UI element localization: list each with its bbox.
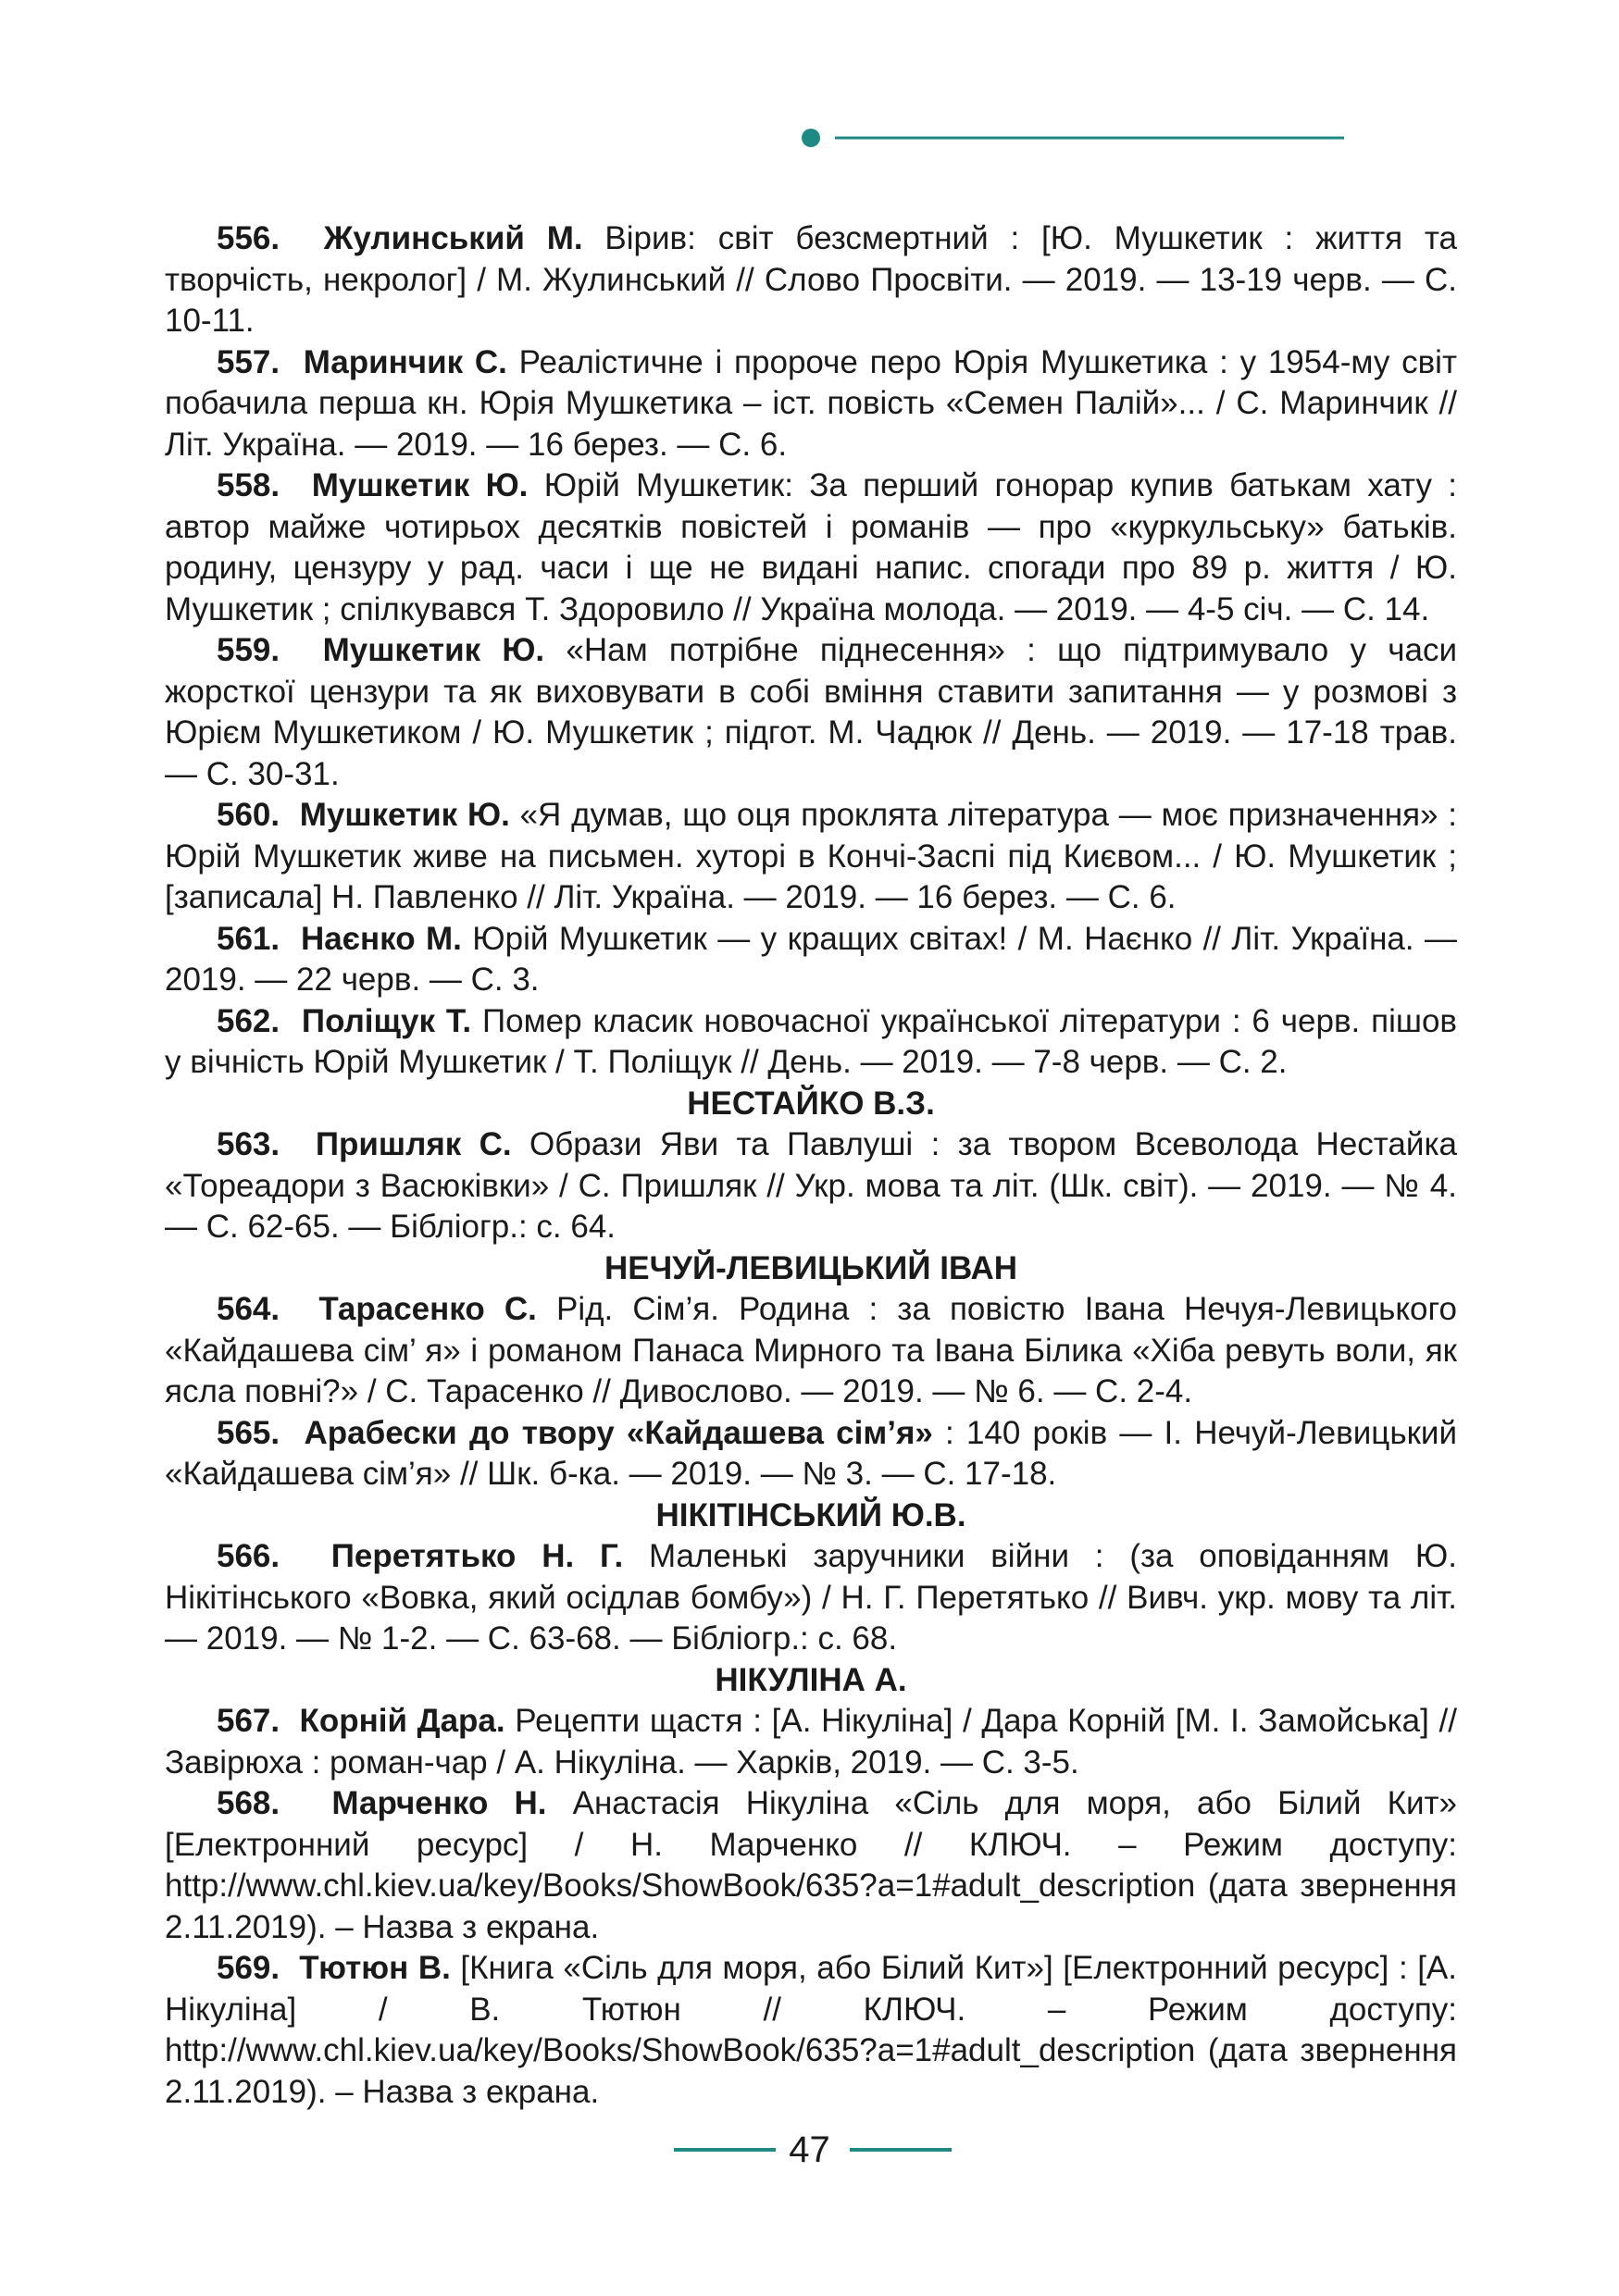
page-number: 47 — [789, 2129, 830, 2170]
entry-author: Жулинський М. — [323, 220, 583, 256]
entry-text: Реалістичне і пророче перо Юрія Мушкетика : у 1954-му світ побачила перша кн. Юрія Мушкетика – іст. повість «Семен Палій»... / С. Маринчик // Літ. Україна. — 2019. — 16 берез. — С. 6. — [165, 343, 1457, 463]
entry-number: 564. — [217, 1291, 280, 1327]
entry-author: Арабески до твору «Кайдашева сім’я» — [304, 1414, 933, 1451]
entry-number: 558. — [217, 467, 280, 503]
entry-number: 561. — [217, 920, 280, 957]
entry-text: Анастасія Нікуліна «Сіль для моря, або Білий Кит» [Електронний ресурс] / Н. Марченко // КЛЮЧ. – Режим доступу: http://www.chl.kiev.ua/key/Books/ShowBook/635?a=1#adult_description (дата звернення 2.11.2019). – Назва з екрана. — [165, 1785, 1458, 1945]
section-heading: НІКІТІНСЬКИЙ Ю.В. — [655, 1496, 966, 1533]
entry-author: Мушкетик Ю. — [299, 797, 510, 833]
entry-author: Перетятько Н. Г. — [330, 1538, 624, 1574]
entry-author: Тютюн В. — [299, 1950, 451, 1986]
bibliography-entry — [165, 1124, 1457, 1248]
bibliography-entry — [165, 1701, 1457, 1783]
section-heading: НІКУЛІНА А. — [715, 1661, 907, 1698]
entry-author: Мушкетик Ю. — [322, 632, 545, 668]
entry-text: : 140 років — І. Нечуй-Левицький «Кайдашева сім’я» // Шк. б-ка. — 2019. — № 3. — С. 17-18. — [165, 1414, 1457, 1492]
entry-text: «Нам потрібне піднесення» : що підтримувало у часи жорсткої цензури та як виховувати в собі вміння ставити запитання — у розмові з Юрієм Мушкетиком / Ю. Мушкетик ; підгот. М. Чадюк // День. — 2019. — 17-18 трав. — С. 30-31. — [165, 632, 1457, 792]
bibliography-entry — [165, 795, 1457, 919]
bibliography-entry — [165, 919, 1457, 1001]
top-rule-dot — [802, 129, 820, 147]
bibliography-entry — [165, 1413, 1457, 1496]
bibliography-entry — [165, 1001, 1457, 1084]
entry-text: «Я думав, що оця проклята література — моє призначення» : Юрій Мушкетик живе на письмен. хуторі в Кончі-Заспі під Києвом... / Ю. Мушкетик ; [записала] Н. Павленко // Літ. Україна. — 2019. — 16 берез. — С. 6. — [165, 797, 1458, 915]
bibliography-entry — [165, 630, 1457, 795]
entry-number: 563. — [217, 1126, 280, 1162]
entry-author: Тарасенко С. — [318, 1291, 537, 1327]
bibliography-entry — [165, 1536, 1457, 1660]
entry-author: Поліщук Т. — [301, 1002, 472, 1039]
entry-number: 569. — [217, 1950, 280, 1986]
entry-number: 556. — [217, 220, 280, 256]
entry-text: Рецепти щастя : [А. Нікуліна] / Дара Корній [М. І. Замойська] // Завірюха : роман-чар / А. Нікуліна. — Харків, 2019. — С. 3-5. — [165, 1703, 1457, 1781]
section-heading: НЕСТАЙКО В.З. — [687, 1085, 935, 1122]
bibliography-entry — [165, 342, 1457, 466]
entry-author: Наєнко М. — [300, 920, 462, 957]
entry-text: Рід. Сім’я. Родина : за повістю Івана Нечуя-Левицького «Кайдашева сім’ я» і романом Панаса Мирного та Івана Білика «Хіба ревуть воли, як ясла повні?» / С. Тарасенко // Дивослово. — 2019. — № 6. — С. 2-4. — [165, 1291, 1457, 1409]
entry-text: Юрій Мушкетик — у кращих світах! / М. Наєнко // Літ. Україна. — 2019. — 22 черв. — С. 3. — [165, 920, 1457, 998]
entry-number: 568. — [217, 1785, 280, 1821]
entry-author: Мушкетик Ю. — [311, 467, 529, 503]
bibliography-entry — [165, 1783, 1457, 1948]
entry-text: Маленькі заручники війни : (за оповіданням Ю. Нікітінського «Вовка, який осідлав бомбу») / Н. Г. Перетятько // Вивч. укр. мову та літ. — 2019. — № 1-2. — С. 63-68. — Бібліогр.: с. 68. — [165, 1538, 1457, 1657]
entry-text: Вірив: світ безсмертний : [Ю. Мушкетик : життя та творчість, некролог] / М. Жулинський // Слово Просвіти. — 2019. — 13-19 черв. — С. 10-11. — [165, 220, 1457, 339]
section-heading: НЕЧУЙ-ЛЕВИЦЬКИЙ ІВАН — [604, 1249, 1018, 1286]
entry-text: Помер класик новочасної української літератури : 6 черв. пішов у вічність Юрій Мушкетик / Т. Поліщук // День. — 2019. — 7-8 черв. — С. 2. — [165, 1002, 1458, 1080]
bibliography-content — [165, 218, 1457, 2113]
entry-number: 559. — [217, 632, 280, 668]
entry-author: Корній Дара. — [299, 1703, 505, 1739]
bibliography-entry — [165, 465, 1457, 630]
entry-number: 562. — [217, 1002, 280, 1039]
bibliography-entry — [165, 218, 1457, 342]
bibliography-entry — [165, 1948, 1457, 2113]
entry-author: Марченко Н. — [331, 1785, 547, 1821]
entry-author: Пришляк С. — [315, 1126, 512, 1162]
entry-text: Образи Яви та Павлуші : за твором Всеволода Нестайка «Тореадори з Васюківки» / С. Пришляк // Укр. мова та літ. (Шк. світ). — 2019. — № 4. — С. 62-65. — Бібліогр.: с. 64. — [165, 1126, 1457, 1245]
top-ornament — [0, 0, 1619, 185]
entry-number: 557. — [217, 343, 280, 380]
entry-author: Маринчик С. — [303, 343, 507, 380]
entry-text: Юрій Мушкетик: За перший гонорар купив батькам хату : автор майже чотирьох десятків повістей і романів — про «куркульську» батьків. родину, цензуру у рад. часи і ще не видані напис. спогади про 89 р. життя / Ю. Мушкетик ; спілкувався Т. Здоровило // Україна молода. — 2019. — 4-5 січ. — С. 14. — [165, 467, 1458, 627]
bibliography-entry — [165, 1289, 1457, 1413]
entry-number: 567. — [217, 1703, 280, 1739]
entry-number: 565. — [217, 1414, 280, 1451]
entry-number: 566. — [217, 1538, 280, 1574]
entry-text: [Книга «Сіль для моря, або Білий Кит»] [Електронний ресурс] : [А. Нікуліна] / В. Тютюн // КЛЮЧ. – Режим доступу: http://www.chl.kiev.ua/key/Books/ShowBook/635?a=1#adult_description (дата звернення 2.11.2019). – Назва з екрана. — [165, 1950, 1457, 2110]
entry-number: 560. — [217, 797, 280, 833]
